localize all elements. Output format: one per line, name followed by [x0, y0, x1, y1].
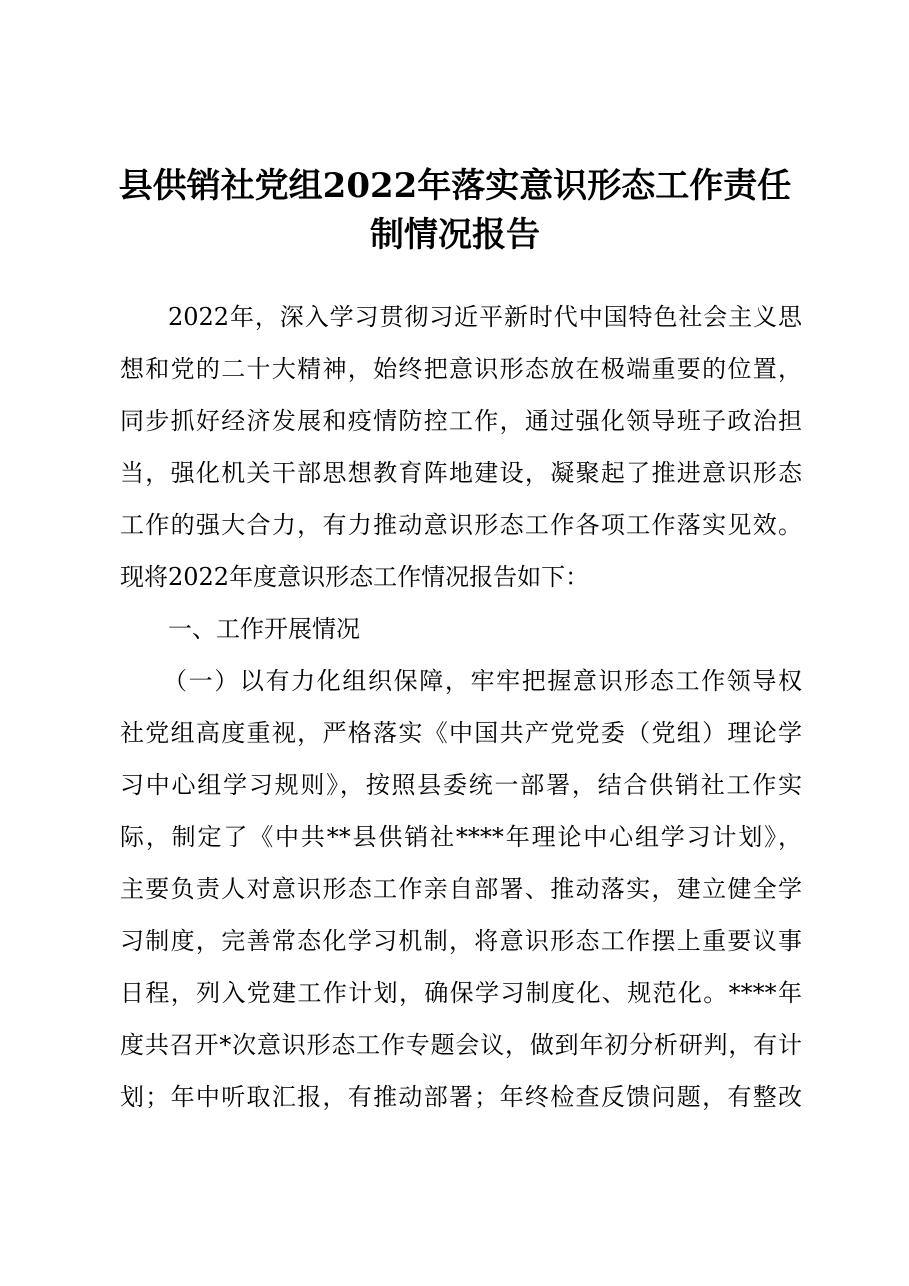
paragraph-line: 划；年中听取汇报，有推动部署；年终检查反馈问题，有整改 [120, 1083, 802, 1111]
paragraph-line: 习中心组学习规则》，按照县委统一部署，结合供销社工作实 [120, 771, 802, 799]
document-title-line-1: 县供销社党组2022年落实意识形态工作责任 [118, 166, 792, 206]
paragraph-line: 2022年，深入学习贯彻习近平新时代中国特色社会主义思 [168, 303, 802, 331]
section-heading: 一、工作开展情况 [168, 615, 360, 643]
paragraph-line: 工作的强大合力，有力推动意识形态工作各项工作落实见效。 [120, 511, 802, 539]
paragraph-line: 习制度，完善常态化学习机制，将意识形态工作摆上重要议事 [120, 927, 802, 955]
paragraph-line: 社党组高度重视，严格落实《中国共产党党委（党组）理论学 [120, 719, 802, 747]
paragraph-line: 当，强化机关干部思想教育阵地建设，凝聚起了推进意识形态 [120, 459, 802, 487]
paragraph-line: 日程，列入党建工作计划，确保学习制度化、规范化。****年 [120, 979, 802, 1007]
paragraph-line: 主要负责人对意识形态工作亲自部署、推动落实，建立健全学 [120, 875, 802, 903]
paragraph-line: 度共召开*次意识形态工作专题会议，做到年初分析研判，有计 [120, 1031, 802, 1059]
paragraph-line: 际，制定了《中共**县供销社****年理论中心组学习计划》， [120, 823, 802, 851]
paragraph-line: 同步抓好经济发展和疫情防控工作，通过强化领导班子政治担 [120, 407, 802, 435]
paragraph-line: 想和党的二十大精神，始终把意识形态放在极端重要的位置， [120, 355, 802, 383]
paragraph-line: 现将2022年度意识形态工作情况报告如下： [120, 563, 590, 591]
subsection-heading: （一）以有力化组织保障，牢牢把握意识形态工作领导权 [163, 667, 802, 695]
document-title-line-2: 制情况报告 [370, 215, 540, 255]
